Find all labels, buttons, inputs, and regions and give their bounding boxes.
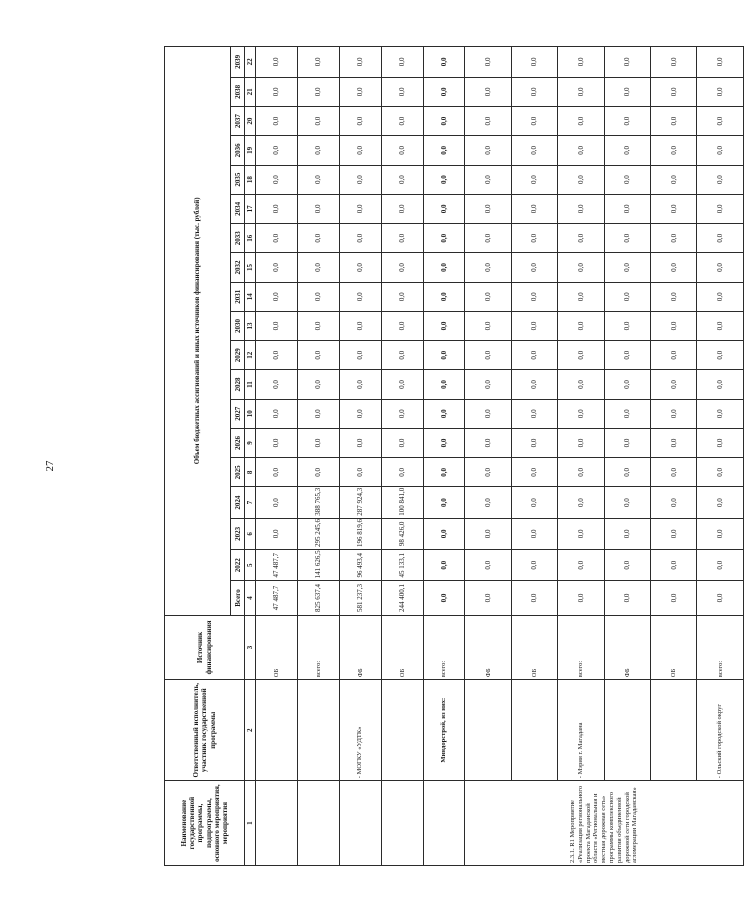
- cell-value: 0,0: [339, 77, 381, 106]
- cell-executor: - МОГКУ «УДТК»: [339, 680, 381, 781]
- cell-value: 196 819,6: [339, 518, 381, 549]
- column-number: 13: [245, 311, 256, 340]
- cell-value: 0,0: [256, 106, 298, 135]
- cell-value: 0,0: [558, 282, 604, 311]
- column-number: 8: [245, 458, 256, 487]
- cell-value: 0,0: [650, 77, 696, 106]
- table-row: [650, 47, 696, 866]
- header-total: Всего: [231, 581, 245, 615]
- cell-event-name: 2.3.1. R1 Мероприятие «Реализация регионального проекта Магаданской области «Региональная и местная дорожная сеть» программы комплексного развития объединенной дорожной сети городской агломерации Магаданская»: [465, 781, 744, 866]
- page-number: 27: [44, 460, 56, 472]
- cell-value: 0,0: [339, 47, 381, 78]
- cell-value: 0,0: [558, 136, 604, 165]
- cell-value: 0,0: [697, 282, 744, 311]
- cell-source: ОБ: [381, 615, 423, 680]
- cell-value: 0,0: [339, 458, 381, 487]
- cell-value: 0,0: [511, 224, 557, 253]
- table-row: [339, 47, 381, 866]
- cell-value: 0,0: [256, 311, 298, 340]
- cell-value: 0,0: [558, 518, 604, 549]
- cell-total: 0,0: [511, 581, 557, 615]
- cell-value: 100 841,0: [381, 487, 423, 518]
- cell-value: 0,0: [558, 458, 604, 487]
- cell-value: 0,0: [697, 165, 744, 194]
- header-year: 2035: [231, 165, 245, 194]
- cell-executor: [511, 680, 557, 781]
- cell-value: 0,0: [465, 224, 511, 253]
- header-year: 2033: [231, 224, 245, 253]
- column-number-row: [245, 47, 256, 866]
- cell-value: 0,0: [697, 77, 744, 106]
- cell-value: 0,0: [558, 253, 604, 282]
- cell-value: 0,0: [697, 458, 744, 487]
- cell-value: 0,0: [511, 47, 557, 78]
- cell-value: 96 493,4: [339, 550, 381, 581]
- cell-value: 388 765,3: [297, 487, 339, 518]
- cell-executor: [297, 680, 339, 781]
- cell-value: 0,0: [381, 428, 423, 457]
- table-row: [256, 47, 298, 866]
- cell-value: 0,0: [604, 341, 650, 370]
- header-year: 2024: [231, 487, 245, 518]
- cell-value: 0,0: [650, 341, 696, 370]
- cell-value: 0,0: [697, 399, 744, 428]
- cell-value: 0,0: [697, 428, 744, 457]
- cell-value: 0,0: [650, 518, 696, 549]
- cell-total: 0,0: [558, 581, 604, 615]
- column-number: 2: [245, 680, 256, 781]
- table-row: [381, 47, 423, 866]
- column-number: 12: [245, 341, 256, 370]
- cell-value: 0,0: [381, 136, 423, 165]
- cell-value: 0,0: [256, 165, 298, 194]
- cell-value: 0,0: [256, 136, 298, 165]
- cell-value: 0,0: [511, 253, 557, 282]
- cell-value: 45 133,1: [381, 550, 423, 581]
- cell-value: 0,0: [381, 370, 423, 399]
- column-number: 19: [245, 136, 256, 165]
- cell-value: 0,0: [511, 77, 557, 106]
- cell-value: 0,0: [465, 341, 511, 370]
- header-year: 2036: [231, 136, 245, 165]
- cell-value: 0,0: [381, 311, 423, 340]
- cell-value: 0,0: [558, 487, 604, 518]
- cell-value: 0,0: [423, 194, 465, 223]
- table-row: [465, 47, 511, 866]
- cell-value: 0,0: [423, 282, 465, 311]
- cell-name: [381, 781, 423, 866]
- cell-value: 0,0: [558, 341, 604, 370]
- cell-value: 0,0: [558, 77, 604, 106]
- cell-source: всего:: [423, 615, 465, 680]
- cell-value: 0,0: [297, 106, 339, 135]
- cell-value: 0,0: [297, 458, 339, 487]
- cell-total: 581 237,3: [339, 581, 381, 615]
- cell-value: 0,0: [697, 550, 744, 581]
- cell-value: 0,0: [650, 194, 696, 223]
- cell-value: 0,0: [465, 550, 511, 581]
- cell-value: 0,0: [697, 341, 744, 370]
- cell-value: 0,0: [423, 47, 465, 78]
- cell-value: 0,0: [650, 253, 696, 282]
- cell-value: 0,0: [339, 224, 381, 253]
- cell-value: 0,0: [297, 311, 339, 340]
- cell-value: 0,0: [511, 311, 557, 340]
- cell-source: ФБ: [604, 615, 650, 680]
- cell-value: 0,0: [604, 224, 650, 253]
- cell-value: 0,0: [297, 165, 339, 194]
- header-year: 2034: [231, 194, 245, 223]
- cell-value: 0,0: [339, 136, 381, 165]
- cell-value: 0,0: [511, 165, 557, 194]
- column-number: 17: [245, 194, 256, 223]
- cell-value: 0,0: [465, 399, 511, 428]
- cell-value: 0,0: [297, 282, 339, 311]
- cell-value: 0,0: [297, 428, 339, 457]
- cell-value: 0,0: [423, 77, 465, 106]
- cell-value: 0,0: [465, 106, 511, 135]
- column-number: 11: [245, 370, 256, 399]
- cell-value: 0,0: [558, 47, 604, 78]
- header-year: 2025: [231, 458, 245, 487]
- cell-value: 0,0: [339, 370, 381, 399]
- cell-value: 0,0: [297, 370, 339, 399]
- cell-source: всего:: [558, 615, 604, 680]
- cell-value: 0,0: [423, 550, 465, 581]
- cell-value: 0,0: [697, 311, 744, 340]
- cell-value: 0,0: [650, 47, 696, 78]
- cell-value: 0,0: [381, 165, 423, 194]
- cell-value: 0,0: [423, 370, 465, 399]
- cell-value: 0,0: [511, 518, 557, 549]
- cell-value: 0,0: [381, 399, 423, 428]
- cell-total: 0,0: [604, 581, 650, 615]
- cell-value: 0,0: [256, 77, 298, 106]
- cell-value: 0,0: [423, 165, 465, 194]
- table-row: [558, 47, 604, 866]
- column-number: 3: [245, 615, 256, 680]
- cell-value: 0,0: [650, 106, 696, 135]
- cell-value: 0,0: [297, 341, 339, 370]
- cell-value: 0,0: [256, 282, 298, 311]
- header-year: 2028: [231, 370, 245, 399]
- cell-value: 0,0: [465, 136, 511, 165]
- cell-value: 0,0: [256, 518, 298, 549]
- table-row: [423, 47, 465, 866]
- cell-value: 0,0: [297, 194, 339, 223]
- cell-value: 0,0: [256, 458, 298, 487]
- cell-value: 0,0: [511, 487, 557, 518]
- cell-value: 0,0: [650, 487, 696, 518]
- cell-value: 0,0: [465, 282, 511, 311]
- header-year: 2039: [231, 47, 245, 78]
- cell-value: 0,0: [650, 282, 696, 311]
- cell-total: 244 400,1: [381, 581, 423, 615]
- cell-value: 0,0: [465, 311, 511, 340]
- cell-value: 0,0: [511, 550, 557, 581]
- cell-value: 0,0: [604, 136, 650, 165]
- cell-source: ФБ: [339, 615, 381, 680]
- cell-value: 0,0: [650, 550, 696, 581]
- header-year: 2023: [231, 518, 245, 549]
- cell-value: 0,0: [423, 136, 465, 165]
- cell-value: 47 487,7: [256, 550, 298, 581]
- cell-total: 0,0: [423, 581, 465, 615]
- cell-value: 0,0: [511, 458, 557, 487]
- cell-total: 0,0: [465, 581, 511, 615]
- cell-value: 0,0: [297, 224, 339, 253]
- cell-value: 0,0: [650, 224, 696, 253]
- header-year: 2029: [231, 341, 245, 370]
- column-number: 16: [245, 224, 256, 253]
- cell-value: 0,0: [558, 165, 604, 194]
- cell-value: 0,0: [297, 253, 339, 282]
- cell-value: 0,0: [423, 428, 465, 457]
- cell-value: 0,0: [511, 341, 557, 370]
- cell-value: 0,0: [465, 253, 511, 282]
- cell-value: 0,0: [381, 458, 423, 487]
- cell-value: 0,0: [511, 194, 557, 223]
- cell-value: 0,0: [256, 399, 298, 428]
- column-number: 14: [245, 282, 256, 311]
- cell-total: 0,0: [697, 581, 744, 615]
- cell-value: 0,0: [604, 106, 650, 135]
- table-row: [511, 47, 557, 866]
- cell-value: 0,0: [297, 47, 339, 78]
- cell-value: 0,0: [697, 194, 744, 223]
- cell-value: 0,0: [381, 282, 423, 311]
- header-year: 2032: [231, 253, 245, 282]
- cell-value: 0,0: [423, 399, 465, 428]
- header-year: 2031: [231, 282, 245, 311]
- cell-value: 0,0: [511, 106, 557, 135]
- cell-value: 0,0: [297, 399, 339, 428]
- cell-value: 0,0: [256, 341, 298, 370]
- cell-value: 0,0: [465, 458, 511, 487]
- cell-executor: - Ольский городской округ: [697, 680, 744, 781]
- header-year: 2037: [231, 106, 245, 135]
- financing-table-sheet: [164, 46, 744, 866]
- cell-value: 0,0: [558, 370, 604, 399]
- cell-value: 0,0: [465, 370, 511, 399]
- cell-value: 0,0: [604, 370, 650, 399]
- cell-source: ОБ: [511, 615, 557, 680]
- cell-value: 0,0: [256, 194, 298, 223]
- cell-value: 0,0: [604, 282, 650, 311]
- header-executor: Ответственный исполнитель, участник государственной программы: [165, 680, 245, 781]
- cell-value: 0,0: [465, 77, 511, 106]
- cell-value: 0,0: [558, 311, 604, 340]
- cell-value: 0,0: [339, 106, 381, 135]
- cell-source: всего:: [697, 615, 744, 680]
- cell-value: 0,0: [423, 253, 465, 282]
- cell-value: 0,0: [465, 194, 511, 223]
- cell-value: 0,0: [558, 399, 604, 428]
- cell-value: 0,0: [558, 224, 604, 253]
- cell-value: 0,0: [650, 399, 696, 428]
- cell-value: 0,0: [650, 136, 696, 165]
- header-year: 2022: [231, 550, 245, 581]
- cell-value: 0,0: [558, 550, 604, 581]
- cell-value: 0,0: [511, 399, 557, 428]
- cell-value: 0,0: [650, 370, 696, 399]
- cell-value: 0,0: [697, 487, 744, 518]
- cell-source: ОБ: [650, 615, 696, 680]
- cell-value: 0,0: [381, 106, 423, 135]
- table-row: [697, 47, 744, 866]
- cell-executor: [381, 680, 423, 781]
- column-number: 9: [245, 428, 256, 457]
- cell-value: 0,0: [256, 370, 298, 399]
- table-body: [256, 47, 744, 866]
- cell-value: 0,0: [604, 253, 650, 282]
- cell-value: 0,0: [423, 341, 465, 370]
- table-row: [604, 47, 650, 866]
- column-number: 21: [245, 77, 256, 106]
- cell-value: 0,0: [558, 106, 604, 135]
- cell-value: 0,0: [423, 458, 465, 487]
- cell-value: 0,0: [339, 399, 381, 428]
- cell-executor: [650, 680, 696, 781]
- cell-value: 0,0: [650, 311, 696, 340]
- cell-value: 0,0: [465, 165, 511, 194]
- cell-value: 287 924,3: [339, 487, 381, 518]
- cell-name: [256, 781, 298, 866]
- cell-executor: [465, 680, 511, 781]
- cell-value: 0,0: [297, 136, 339, 165]
- cell-value: 0,0: [423, 224, 465, 253]
- cell-value: 0,0: [381, 341, 423, 370]
- header-year: 2030: [231, 311, 245, 340]
- cell-value: 0,0: [604, 47, 650, 78]
- column-number: 5: [245, 550, 256, 581]
- header-year: 2026: [231, 428, 245, 457]
- header-year: 2027: [231, 399, 245, 428]
- cell-value: 0,0: [381, 253, 423, 282]
- cell-value: 0,0: [256, 253, 298, 282]
- cell-value: 0,0: [604, 458, 650, 487]
- cell-value: 0,0: [339, 428, 381, 457]
- cell-source: ОБ: [256, 615, 298, 680]
- cell-value: 0,0: [604, 518, 650, 549]
- cell-value: 0,0: [650, 458, 696, 487]
- cell-name: [423, 781, 465, 866]
- cell-value: 0,0: [697, 106, 744, 135]
- cell-value: 98 426,0: [381, 518, 423, 549]
- cell-value: 0,0: [558, 428, 604, 457]
- cell-value: 0,0: [381, 47, 423, 78]
- cell-value: 0,0: [381, 224, 423, 253]
- header-source: Источник финансирования: [165, 615, 245, 680]
- cell-value: 0,0: [511, 136, 557, 165]
- cell-value: 0,0: [697, 47, 744, 78]
- cell-executor: [256, 680, 298, 781]
- cell-value: 0,0: [256, 47, 298, 78]
- column-number: 18: [245, 165, 256, 194]
- cell-value: 0,0: [511, 370, 557, 399]
- cell-executor: [604, 680, 650, 781]
- cell-total: 47 487,7: [256, 581, 298, 615]
- header-funding: Объем бюджетных ассигнований и иных источников финансирования (тыс. рублей): [165, 47, 231, 616]
- cell-value: 0,0: [604, 487, 650, 518]
- cell-executor: Миндорстрой, из них:: [423, 680, 465, 781]
- cell-value: 0,0: [604, 428, 650, 457]
- cell-source: всего:: [297, 615, 339, 680]
- cell-value: 0,0: [297, 77, 339, 106]
- column-number: 15: [245, 253, 256, 282]
- cell-value: 0,0: [650, 165, 696, 194]
- column-number: 10: [245, 399, 256, 428]
- column-number: 4: [245, 581, 256, 615]
- cell-total: 0,0: [650, 581, 696, 615]
- cell-value: 0,0: [423, 518, 465, 549]
- cell-executor: - Мэрия г. Магадана: [558, 680, 604, 781]
- cell-value: 0,0: [256, 428, 298, 457]
- cell-value: 0,0: [650, 428, 696, 457]
- cell-value: 0,0: [465, 428, 511, 457]
- cell-value: 0,0: [423, 487, 465, 518]
- cell-value: 0,0: [423, 106, 465, 135]
- column-number: 6: [245, 518, 256, 549]
- cell-value: 141 626,5: [297, 550, 339, 581]
- column-number: 20: [245, 106, 256, 135]
- cell-value: 0,0: [697, 518, 744, 549]
- cell-value: 0,0: [256, 487, 298, 518]
- cell-name: [297, 781, 339, 866]
- cell-value: 0,0: [697, 136, 744, 165]
- header-name: Наименование государственной программы, подпрограммы, основного мероприятия, мероприятия: [165, 781, 245, 866]
- cell-value: 0,0: [604, 77, 650, 106]
- cell-value: 0,0: [511, 428, 557, 457]
- cell-value: 0,0: [465, 47, 511, 78]
- cell-value: 0,0: [558, 194, 604, 223]
- cell-value: 0,0: [339, 165, 381, 194]
- cell-value: 0,0: [339, 282, 381, 311]
- cell-value: 0,0: [339, 341, 381, 370]
- column-number: 22: [245, 47, 256, 78]
- cell-value: 0,0: [339, 194, 381, 223]
- table-row: [297, 47, 339, 866]
- cell-value: 0,0: [604, 194, 650, 223]
- cell-value: 0,0: [465, 518, 511, 549]
- cell-value: 0,0: [465, 487, 511, 518]
- cell-value: 0,0: [423, 311, 465, 340]
- cell-total: 825 637,4: [297, 581, 339, 615]
- cell-value: 0,0: [604, 399, 650, 428]
- cell-value: 0,0: [511, 282, 557, 311]
- cell-value: 0,0: [697, 253, 744, 282]
- cell-value: 0,0: [604, 165, 650, 194]
- cell-value: 0,0: [604, 311, 650, 340]
- cell-value: 0,0: [339, 311, 381, 340]
- cell-value: 0,0: [256, 224, 298, 253]
- cell-value: 0,0: [697, 370, 744, 399]
- cell-value: 0,0: [604, 550, 650, 581]
- cell-value: 0,0: [339, 253, 381, 282]
- cell-value: 295 245,6: [297, 518, 339, 549]
- column-number: 7: [245, 487, 256, 518]
- cell-value: 0,0: [381, 77, 423, 106]
- cell-name: [339, 781, 381, 866]
- cell-value: 0,0: [381, 194, 423, 223]
- column-number: 1: [245, 781, 256, 866]
- header-year: 2038: [231, 77, 245, 106]
- cell-value: 0,0: [697, 224, 744, 253]
- cell-source: ФБ: [465, 615, 511, 680]
- financing-table: [164, 46, 744, 866]
